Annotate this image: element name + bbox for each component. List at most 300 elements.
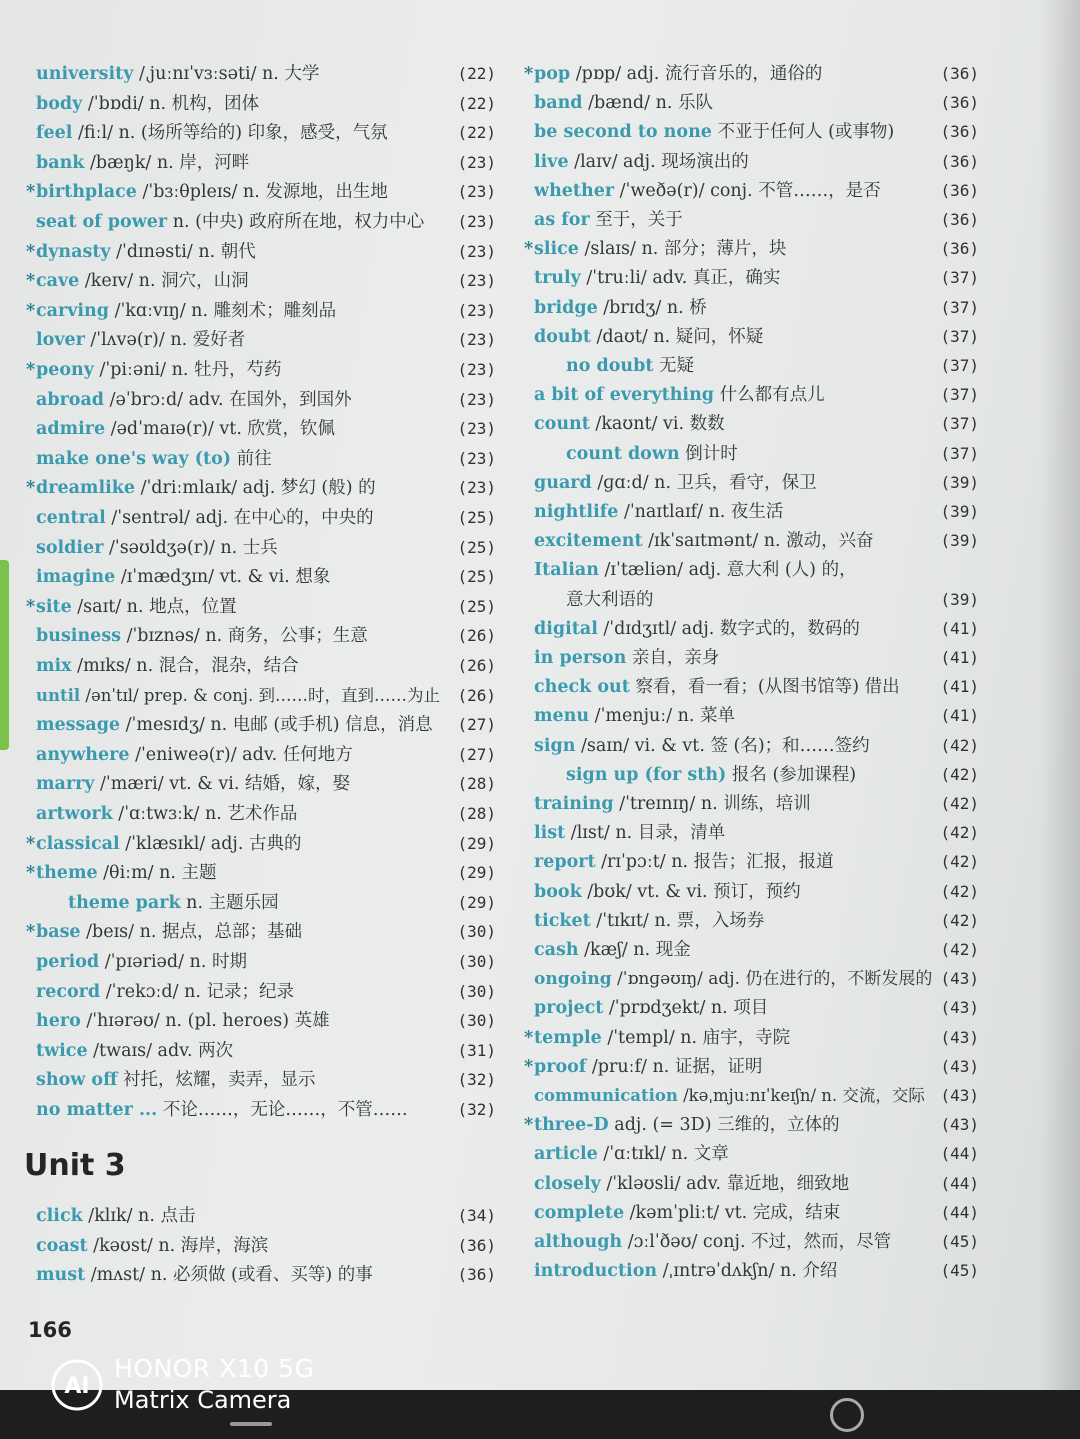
entry-headword: doubt (534, 326, 591, 347)
entry-definition: /pruːf/ n. 证据，证明 (586, 1056, 763, 1077)
entry-headword: business (36, 626, 122, 647)
entry-definition: /ˈmenjuː/ n. 菜单 (589, 706, 736, 727)
entry-page-ref: (26) (457, 656, 496, 675)
entry-page-ref: (23) (457, 448, 496, 468)
entry-headword: base (36, 922, 81, 943)
vocabulary-entry (524, 702, 979, 730)
entry-page-ref: (25) (457, 508, 496, 527)
logo-text: AI (64, 1374, 90, 1399)
entry-definition: /ˈpiːəni/ n. 牡丹，芍药 (93, 360, 282, 380)
vocabulary-entry (524, 1170, 979, 1198)
entry-page-ref: (22) (457, 123, 496, 143)
entry-definition: /brɪdʒ/ n. 桥 (597, 297, 707, 318)
vocabulary-entry (26, 1096, 496, 1124)
vocabulary-entry (26, 652, 496, 680)
entry-page-ref: (41) (940, 706, 979, 726)
key-word-star-icon: * (524, 64, 534, 84)
entry-page-ref: (28) (457, 774, 496, 794)
entry-definition: /ˈbɜːθpleɪs/ n. 发源地，出生地 (136, 182, 388, 203)
entry-page-ref: (25) (457, 537, 496, 557)
vocabulary-entry (524, 878, 979, 906)
vocabulary-entry (524, 790, 979, 818)
entry-headword: truly (534, 268, 581, 289)
unit-heading: Unit 3 (24, 1148, 126, 1183)
entry-page-ref: (26) (457, 685, 496, 705)
vocabulary-entry (26, 741, 496, 769)
entry-headword: carving (36, 300, 109, 321)
entry-definition: 不论……，无论……，不管…… (157, 1100, 408, 1120)
entry-definition: /saɪn/ vi. & vt. 签 (名)；和……签约 (575, 735, 870, 756)
vocabulary-entry (524, 936, 979, 964)
vocabulary-entry (26, 978, 496, 1006)
entry-page-ref: (41) (940, 677, 979, 697)
entry-headword: although (534, 1232, 623, 1252)
entry-headword: central (36, 508, 106, 528)
entry-definition: 至于，关于 (589, 210, 683, 230)
vocabulary-entry (524, 527, 979, 555)
entry-page-ref: (43) (940, 998, 979, 1018)
entry-page-ref: (42) (940, 910, 979, 930)
entry-page-ref: (22) (457, 93, 496, 113)
entry-definition: /ənˈtɪl/ prep. & conj. 到……时，直到……为止 (80, 685, 440, 705)
key-word-star-icon: * (26, 271, 36, 292)
entry-page-ref: (36) (457, 1265, 496, 1285)
vocabulary-entry (524, 206, 979, 234)
key-word-star-icon: * (26, 478, 36, 499)
vocabulary-entry (524, 264, 979, 292)
entry-headword: hero (36, 1011, 81, 1032)
key-word-star-icon: * (26, 863, 36, 884)
entry-headword: communication (534, 1086, 678, 1105)
entry-headword: bank (36, 152, 85, 173)
entry-definition: /daʊt/ n. 疑问，怀疑 (590, 326, 764, 347)
entry-page-ref: (22) (457, 64, 496, 83)
vocabulary-entry (524, 1257, 979, 1285)
entry-page-ref: (31) (457, 1040, 496, 1060)
entry-page-ref: (39) (940, 531, 979, 551)
entry-headword: introduction (534, 1261, 658, 1282)
entry-definition: /kəmˈpliːt/ vt. 完成，结束 (624, 1202, 841, 1223)
vocabulary-entry (26, 1202, 496, 1230)
entry-definition: /kæʃ/ n. 现金 (578, 940, 691, 960)
entry-page-ref: (29) (457, 863, 496, 883)
vocabulary-entry (26, 119, 496, 147)
entry-page-ref: (23) (457, 300, 496, 320)
entry-headword: site (36, 596, 72, 617)
vocabulary-entry (524, 615, 979, 643)
entry-page-ref: (23) (457, 212, 496, 231)
entry-definition: /kəʊst/ n. 海岸，海滨 (87, 1235, 269, 1256)
entry-page-ref: (30) (457, 981, 496, 1001)
vocabulary-entry (524, 118, 979, 146)
entry-page-ref: (25) (457, 567, 496, 587)
entry-headword: menu (534, 706, 590, 727)
entry-definition: /ˈsentrəl/ adj. 在中心的，中央的 (105, 508, 374, 528)
vocabulary-entry (524, 732, 979, 760)
entry-headword: no matter ... (36, 1100, 158, 1120)
entry-page-ref: (43) (940, 1056, 979, 1076)
vocabulary-entry (524, 1199, 979, 1227)
entry-page-ref: (39) (940, 589, 979, 609)
entry-headword: show off (36, 1070, 118, 1091)
vocabulary-entry (524, 1082, 979, 1110)
vocabulary-entry (26, 60, 496, 88)
key-word-star-icon: * (26, 833, 36, 854)
vocabulary-entry (524, 586, 979, 614)
entry-page-ref: (42) (940, 881, 979, 901)
vocabulary-entry (524, 848, 979, 876)
entry-headword: in person (534, 648, 627, 668)
entry-page-ref: (30) (457, 1011, 496, 1031)
entry-definition: /mʌst/ n. 必须做 (或看、买等) 的事 (85, 1265, 373, 1286)
key-word-star-icon: * (524, 1056, 534, 1077)
entry-page-ref: (36) (940, 239, 979, 259)
vocabulary-entry (26, 593, 496, 621)
entry-definition: /bæŋk/ n. 岸，河畔 (84, 152, 250, 173)
entry-page-ref: (41) (940, 618, 979, 638)
entry-page-ref: (36) (940, 93, 979, 113)
entry-page-ref: (37) (940, 297, 979, 317)
entry-definition: 报名 (参加课程) (726, 764, 857, 785)
vocabulary-entry (26, 297, 496, 325)
vocabulary-entry (524, 440, 979, 468)
entry-definition: /kaʊnt/ vi. 数数 (589, 414, 725, 435)
entry-headword: training (534, 794, 614, 814)
key-word-star-icon: * (26, 922, 36, 943)
entry-page-ref: (28) (457, 804, 496, 823)
entry-headword: anywhere (36, 744, 130, 765)
entry-definition: /ˈtempl/ n. 庙宇，寺院 (601, 1027, 791, 1048)
entry-definition: /ˈɒnɡəʊɪŋ/ adj. 仍在进行的，不断发展的 (611, 969, 933, 990)
entry-definition: /beɪs/ n. 据点，总部；基础 (80, 922, 303, 943)
entry-headword: lover (36, 330, 85, 351)
entry-definition: /lɪst/ n. 目录，清单 (565, 823, 726, 844)
entry-definition: /ˈtreɪnɪŋ/ n. 训练，培训 (613, 794, 811, 814)
entry-headword: pop (534, 64, 571, 84)
nav-back-gesture-icon[interactable] (230, 1422, 272, 1426)
entry-page-ref: (37) (940, 356, 979, 375)
entry-page-ref: (44) (940, 1173, 979, 1193)
entry-definition: /ˈnaɪtlaɪf/ n. 夜生活 (618, 502, 784, 522)
entry-definition: /pɒp/ adj. 流行音乐的，通俗的 (570, 64, 823, 84)
vocabulary-entry (524, 556, 979, 584)
entry-page-ref: (23) (457, 182, 496, 202)
entry-definition: /ˈlʌvə(r)/ n. 爱好者 (84, 330, 246, 351)
vocabulary-entry (524, 352, 979, 380)
entry-page-ref: (36) (940, 122, 979, 142)
entry-page-ref: (23) (457, 152, 496, 172)
entry-headword: marry (36, 774, 95, 795)
entry-definition: /ˈhɪərəʊ/ n. (pl. heroes) 英雄 (80, 1011, 330, 1032)
entry-page-ref: (34) (457, 1206, 496, 1225)
entry-definition: /ɪkˈsaɪtmənt/ n. 激动，兴奋 (642, 531, 874, 552)
entry-page-ref: (23) (457, 478, 496, 498)
entry-headword: check out (534, 677, 630, 698)
entry-headword: sign (534, 735, 576, 756)
entry-page-ref: (44) (940, 1202, 979, 1222)
ai-camera-logo-icon (50, 1358, 104, 1412)
vocabulary-entry (26, 504, 496, 532)
entry-definition: /ˈklæsɪkl/ adj. 古典的 (119, 833, 302, 854)
entry-headword: proof (534, 1056, 587, 1077)
entry-page-ref: (36) (940, 151, 979, 171)
key-word-star-icon: * (26, 300, 36, 321)
entry-headword: article (534, 1144, 598, 1165)
entry-headword: mix (36, 656, 72, 676)
key-word-star-icon: * (26, 596, 36, 617)
entry-headword: feel (36, 123, 73, 144)
entry-page-ref: (42) (940, 735, 979, 755)
entry-definition: /mɪks/ n. 混合，混杂，结合 (71, 656, 299, 676)
entry-page-ref: (43) (940, 1086, 979, 1105)
home-button-icon[interactable] (830, 1398, 864, 1432)
entry-headword: band (534, 93, 583, 114)
entry-headword: a bit of everything (534, 385, 715, 406)
entry-definition: adj. (= 3D) 三维的，立体的 (608, 1115, 840, 1136)
entry-definition: /ˈbɪznəs/ n. 商务，公事；生意 (121, 626, 368, 647)
key-word-star-icon: * (26, 241, 36, 262)
vocabulary-entry (26, 830, 496, 858)
vocabulary-entry (26, 889, 496, 917)
entry-page-ref: (37) (940, 385, 979, 405)
entry-headword: Italian (534, 560, 599, 581)
key-word-star-icon: * (524, 1115, 534, 1136)
vocabulary-entry (524, 1024, 979, 1052)
entry-definition: /ˈdriːmlaɪk/ adj. 梦幻 (般) 的 (135, 478, 376, 499)
vocabulary-entry (26, 149, 496, 177)
entry-page-ref: (42) (940, 852, 979, 872)
entry-definition: /twaɪs/ adv. 两次 (87, 1040, 234, 1061)
entry-definition: /ˈtruːli/ adv. 真正，确实 (580, 268, 781, 289)
camera-watermark (50, 1352, 450, 1422)
vocabulary-entry (26, 267, 496, 295)
entry-headword: dreamlike (36, 478, 136, 499)
entry-headword: book (534, 881, 582, 902)
entry-definition: /fiːl/ n. (场所等给的) 印象，感受，气氛 (72, 123, 388, 144)
vocabulary-entry (524, 410, 979, 438)
entry-headword: guard (534, 472, 592, 493)
entry-page-ref: (36) (940, 210, 979, 229)
entry-page-ref: (23) (457, 360, 496, 379)
entry-headword: cash (534, 940, 579, 960)
entry-page-ref: (42) (940, 823, 979, 843)
vocabulary-entry (26, 711, 496, 739)
entry-definition: /ˈtɪkɪt/ n. 票，入场券 (590, 910, 765, 931)
vocabulary-entry (26, 474, 496, 502)
vocabulary-entry (26, 859, 496, 887)
entry-headword: dynasty (36, 241, 111, 262)
entry-definition: /ˌjuːnɪˈvɜːsəti/ n. 大学 (133, 64, 320, 84)
entry-headword: live (534, 151, 569, 172)
vocabulary-entry (26, 563, 496, 591)
entry-definition: 不亚于任何人 (或事物) (711, 122, 895, 143)
entry-definition: 意大利语的 (566, 589, 654, 610)
entry-page-ref: (29) (457, 833, 496, 853)
page-number: 166 (28, 1318, 72, 1342)
vocabulary-entry (524, 148, 979, 176)
vocabulary-entry (26, 445, 496, 473)
entry-headword: digital (534, 618, 598, 639)
entry-definition: 亲自，亲身 (626, 648, 720, 668)
entry-definition: /ˈkləʊsli/ adv. 靠近地，细致地 (600, 1173, 850, 1194)
entry-definition: /ˈbɒdi/ n. 机构，团体 (82, 93, 260, 114)
vocabulary-entry (26, 770, 496, 798)
entry-page-ref: (45) (940, 1232, 979, 1251)
vocabulary-entry (524, 965, 979, 993)
entry-definition: /ˈprɒdʒekt/ n. 项目 (603, 998, 769, 1019)
entry-headword: sign up (for sth) (566, 764, 727, 785)
entry-headword: slice (534, 239, 579, 260)
entry-page-ref: (43) (940, 1115, 979, 1135)
key-word-star-icon: * (26, 360, 36, 380)
entry-definition: /ˈkɑːvɪŋ/ n. 雕刻术；雕刻品 (109, 300, 337, 321)
entry-definition: /əˈbrɔːd/ adv. 在国外，到国外 (104, 389, 352, 410)
entry-headword: complete (534, 1202, 625, 1223)
entry-headword: message (36, 715, 121, 736)
entry-page-ref: (23) (457, 330, 496, 350)
entry-page-ref: (30) (457, 952, 496, 971)
entry-definition: /laɪv/ adj. 现场演出的 (568, 151, 749, 172)
vocabulary-entry (524, 673, 979, 701)
entry-page-ref: (37) (940, 443, 979, 463)
entry-definition: /bʊk/ vt. & vi. 预订，预约 (581, 881, 801, 902)
entry-headword: admire (36, 419, 106, 440)
entry-definition: /slaɪs/ n. 部分；薄片，块 (578, 239, 787, 260)
entry-page-ref: (23) (457, 271, 496, 291)
entry-page-ref: (37) (940, 326, 979, 346)
entry-definition: /ɔːlˈðəʊ/ conj. 不过，然而，尽管 (622, 1232, 892, 1252)
entry-headword: classical (36, 833, 120, 854)
vocabulary-entry (26, 1037, 496, 1065)
entry-page-ref: (23) (457, 389, 496, 409)
entry-definition: /ˈmæri/ vt. & vi. 结婚，嫁，娶 (94, 774, 350, 795)
entry-headword: report (534, 852, 596, 873)
vocabulary-entry (524, 469, 979, 497)
entry-headword: twice (36, 1040, 88, 1061)
entry-headword: theme (36, 863, 98, 884)
entry-definition: /ɡɑːd/ n. 卫兵，看守，保卫 (591, 472, 817, 493)
vocabulary-entry (26, 208, 496, 236)
entry-page-ref: (44) (940, 1144, 979, 1164)
entry-page-ref: (27) (457, 744, 496, 764)
entry-headword: seat of power (36, 212, 168, 232)
vocabulary-entry (26, 415, 496, 443)
entry-headword: count down (566, 443, 680, 464)
entry-definition: /ədˈmaɪə(r)/ vt. 欣赏，钦佩 (105, 419, 335, 440)
entry-definition: n. (中央) 政府所在地，权力中心 (167, 212, 425, 232)
vocabulary-entry (26, 918, 496, 946)
entry-headword: make one's way (to) (36, 448, 232, 469)
entry-page-ref: (27) (457, 715, 496, 735)
vocabulary-entry (26, 1261, 496, 1289)
entry-definition: /ˈweðə(r)/ conj. 不管……，是否 (614, 180, 881, 201)
entry-headword: artwork (36, 804, 113, 824)
chapter-side-tab (0, 560, 9, 750)
entry-headword: soldier (36, 537, 104, 558)
entry-headword: closely (534, 1173, 601, 1194)
entry-page-ref: (23) (457, 241, 496, 261)
vocabulary-entry (26, 356, 496, 384)
key-word-star-icon: * (524, 239, 534, 260)
entry-headword: abroad (36, 389, 105, 410)
entry-definition: /keɪv/ n. 洞穴，山洞 (79, 271, 249, 292)
vocabulary-entry (524, 60, 979, 88)
entry-headword: cave (36, 271, 80, 292)
entry-page-ref: (39) (940, 502, 979, 521)
vocabulary-entry (524, 644, 979, 672)
vocabulary-entry (524, 381, 979, 409)
entry-headword: no doubt (566, 356, 654, 376)
vocabulary-entry (524, 1140, 979, 1168)
entry-definition: 前往 (231, 448, 272, 469)
entry-page-ref: (36) (940, 180, 979, 200)
entry-definition: /klɪk/ n. 点击 (82, 1206, 196, 1226)
entry-page-ref: (29) (457, 892, 496, 912)
entry-headword: count (534, 414, 590, 435)
entry-headword: must (36, 1265, 86, 1286)
entry-definition: 察看，看一看；(从图书馆等) 借出 (629, 677, 900, 698)
entry-page-ref: (42) (940, 940, 979, 959)
entry-headword: list (534, 823, 566, 844)
watermark-brand: HONOR X10 5G (114, 1354, 315, 1383)
entry-definition: 什么都有点儿 (714, 385, 825, 406)
entry-headword: ongoing (534, 969, 612, 990)
entry-definition: 衬托，炫耀，卖弄，显示 (117, 1070, 316, 1091)
entry-definition: /rɪˈpɔːt/ n. 报告；汇报，报道 (595, 852, 834, 873)
key-word-star-icon: * (524, 1027, 534, 1048)
entry-headword: whether (534, 180, 615, 201)
entry-definition: /ˈɑːtɪkl/ n. 文章 (597, 1144, 729, 1165)
entry-page-ref: (32) (457, 1100, 496, 1119)
entry-page-ref: (36) (457, 1235, 496, 1255)
vocabulary-entry (26, 534, 496, 562)
entry-headword: as for (534, 210, 590, 230)
entry-headword: nightlife (534, 502, 619, 522)
vocabulary-entry (524, 294, 979, 322)
entry-definition: /ˈdɪnəsti/ n. 朝代 (110, 241, 256, 262)
entry-headword: imagine (36, 567, 116, 588)
vocabulary-entry (26, 178, 496, 206)
entry-definition: /θiːm/ n. 主题 (97, 863, 217, 884)
entry-headword: temple (534, 1027, 602, 1048)
vocabulary-entry (26, 948, 496, 976)
vocabulary-entry (524, 177, 979, 205)
vocabulary-entry (26, 622, 496, 650)
entry-definition: /ˈdɪdʒɪtl/ adj. 数字式的，数码的 (597, 618, 860, 639)
entry-headword: record (36, 981, 101, 1002)
vocabulary-entry (524, 323, 979, 351)
vocabulary-entry (524, 819, 979, 847)
vocabulary-entry (524, 498, 979, 526)
entry-definition: /ˈeniweə(r)/ adv. 任何地方 (129, 744, 353, 765)
entry-page-ref: (42) (940, 794, 979, 813)
vocabulary-entry (524, 1111, 979, 1139)
entry-headword: click (36, 1206, 83, 1226)
vocabulary-entry (524, 994, 979, 1022)
entry-definition: /ˈɑːtwɜːk/ n. 艺术作品 (112, 804, 298, 824)
entry-page-ref: (45) (940, 1261, 979, 1281)
key-word-star-icon: * (26, 182, 36, 203)
entry-page-ref: (23) (457, 419, 496, 439)
entry-page-ref: (37) (940, 414, 979, 434)
vocabulary-entry (26, 1007, 496, 1035)
entry-page-ref: (26) (457, 626, 496, 646)
entry-page-ref: (25) (457, 596, 496, 616)
vocabulary-entry (26, 682, 496, 710)
entry-page-ref: (43) (940, 969, 979, 989)
entry-page-ref: (36) (940, 64, 979, 83)
entry-page-ref: (39) (940, 472, 979, 492)
